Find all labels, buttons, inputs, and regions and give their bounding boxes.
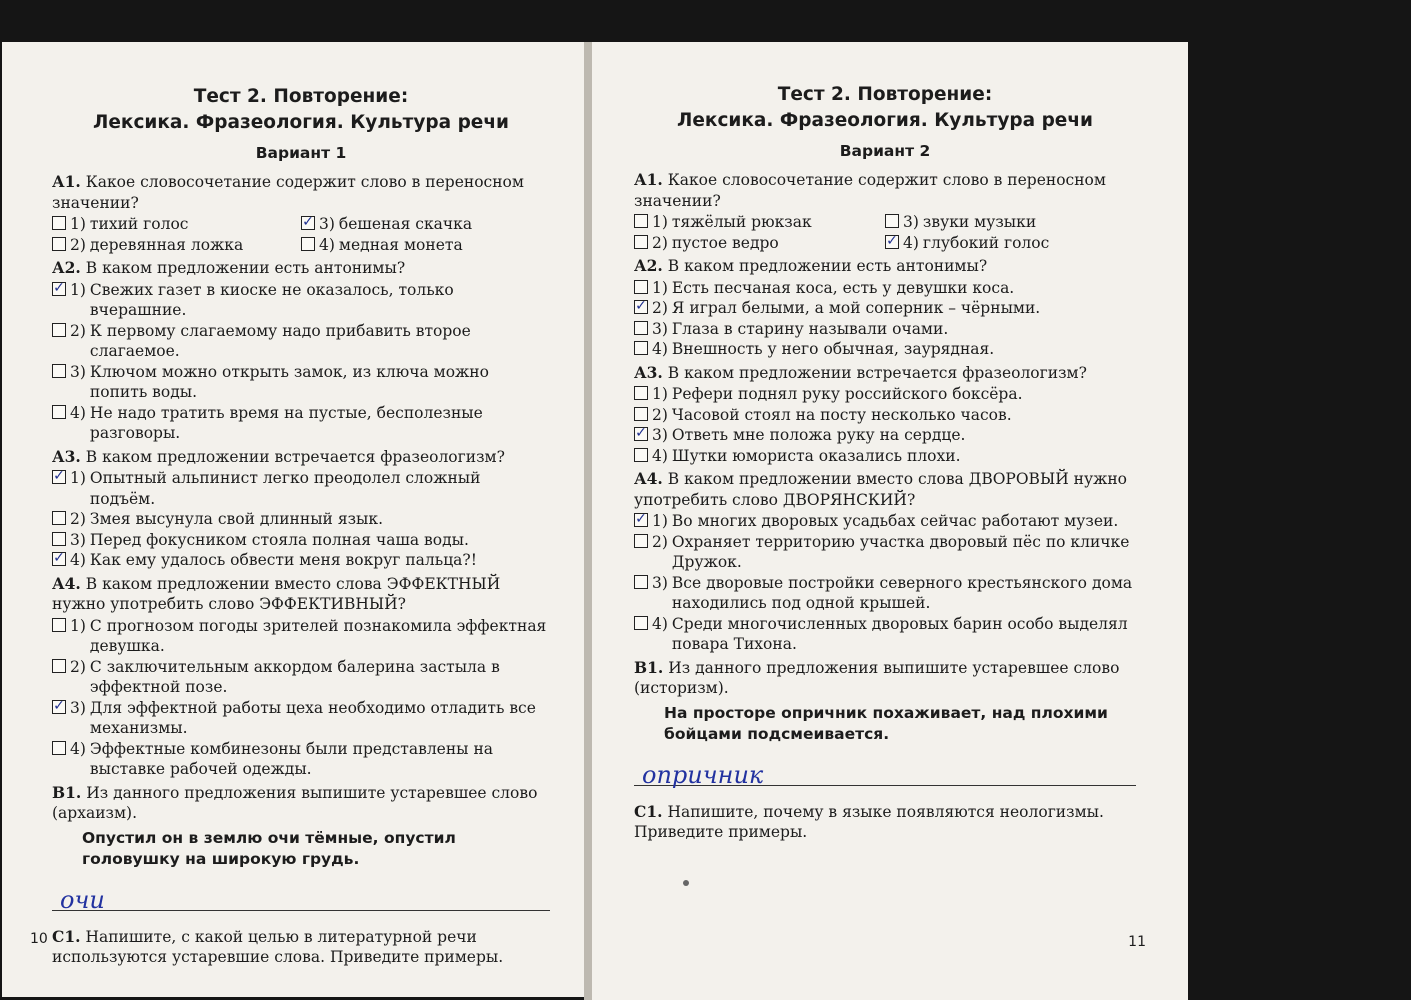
checkbox[interactable] bbox=[52, 659, 66, 673]
option-text: глубокий голос bbox=[922, 233, 1050, 252]
page-number: 11 bbox=[1128, 934, 1146, 950]
checkbox[interactable] bbox=[634, 386, 648, 400]
answer-option[interactable] bbox=[634, 319, 1136, 340]
answer-option[interactable] bbox=[634, 233, 885, 254]
answer-option[interactable] bbox=[301, 235, 550, 256]
answer-option[interactable] bbox=[634, 212, 885, 233]
option-text: Ответь мне положа руку на сердце. bbox=[671, 426, 966, 444]
question-c1: С1. Напишите, с какой целью в литературной речи используются устаревшие слова. Приведите примеры. bbox=[52, 926, 504, 966]
option-text: Для эффектной работы цеха необходимо отладить все механизмы. bbox=[89, 698, 536, 737]
answer-option[interactable] bbox=[52, 657, 550, 698]
option-number: 2) bbox=[652, 405, 668, 424]
option-text: медная монета bbox=[338, 235, 463, 254]
question-b1: В1. Из данного предложения выпишите устаревшее слово (историзм). bbox=[634, 657, 1120, 697]
option-number: 1) bbox=[652, 213, 668, 231]
question-a3: А3. В каком предложении встречается фразеологизм? bbox=[52, 446, 505, 466]
option-text: Все дворовые постройки северного крестьянского дома находились под одной крышей. bbox=[671, 573, 1133, 612]
answer-option[interactable] bbox=[634, 573, 1136, 614]
variant-label: Вариант 2 bbox=[839, 142, 931, 160]
option-text: пустое ведро bbox=[671, 233, 779, 252]
b1-handwritten-answer: очи bbox=[60, 885, 105, 914]
option-number: 2) bbox=[652, 532, 668, 551]
option-text: Перед фокусником стояла полная чаша воды. bbox=[89, 530, 469, 549]
option-text: Охраняет территорию участка дворовый пёс по кличке Дружок. bbox=[671, 532, 1130, 571]
option-text: Как ему удалось обвести меня вокруг пальца?! bbox=[89, 551, 477, 569]
option-text: Во многих дворовых усадьбах сейчас работают музеи. bbox=[671, 512, 1119, 530]
option-number: 1) bbox=[70, 215, 86, 233]
checkbox[interactable] bbox=[634, 341, 648, 355]
option-number: 1) bbox=[70, 280, 86, 299]
test-title-line2: Лексика. Фразеология. Культура речи bbox=[676, 110, 1094, 131]
option-number: 4) bbox=[70, 739, 86, 758]
answer-option[interactable] bbox=[634, 532, 1136, 573]
book-gutter bbox=[584, 42, 592, 1000]
left-page bbox=[2, 42, 584, 997]
checkbox[interactable] bbox=[52, 237, 66, 251]
answer-option[interactable] bbox=[52, 321, 550, 362]
option-number: 3) bbox=[70, 362, 86, 381]
answer-option[interactable] bbox=[634, 425, 1136, 446]
answer-option[interactable] bbox=[52, 530, 550, 551]
checkbox-checked[interactable] bbox=[52, 470, 66, 484]
option-text: С заключительным аккордом балерина застыла в эффектной позе. bbox=[89, 657, 500, 696]
option-number: 1) bbox=[652, 385, 668, 403]
b1-quote: На просторе опричник похаживает, над плохими бойцами подсмеивается. bbox=[664, 703, 1108, 743]
option-number: 2) bbox=[70, 657, 86, 676]
checkmark-icon: ✓ bbox=[53, 697, 65, 714]
options-a3 bbox=[52, 468, 550, 571]
option-number: 1) bbox=[652, 278, 668, 297]
options-a1 bbox=[634, 212, 1136, 253]
option-text: Глаза в старину называли очами. bbox=[671, 319, 949, 338]
question-a3: А3. В каком предложении встречается фразеологизм? bbox=[634, 362, 1087, 382]
checkmark-icon: ✓ bbox=[53, 279, 65, 296]
option-number: 4) bbox=[70, 551, 86, 569]
checkbox[interactable] bbox=[634, 616, 648, 630]
option-number: 2) bbox=[652, 233, 668, 252]
option-number: 3) bbox=[903, 213, 919, 231]
checkmark-icon: ✓ bbox=[53, 468, 65, 484]
checkmark-icon: ✓ bbox=[635, 511, 647, 527]
answer-option[interactable] bbox=[52, 509, 550, 530]
checkbox[interactable] bbox=[634, 448, 648, 462]
option-number: 4) bbox=[903, 233, 919, 252]
ink-spot bbox=[683, 880, 689, 886]
option-text: С прогнозом погоды зрителей познакомила эффектная девушка. bbox=[89, 616, 547, 655]
checkbox[interactable] bbox=[52, 741, 66, 755]
test-title-line1: Тест 2. Повторение: bbox=[777, 84, 993, 105]
b1-answer-field[interactable] bbox=[634, 751, 1136, 789]
option-text: Есть песчаная коса, есть у девушки коса. bbox=[671, 278, 1015, 297]
answer-option[interactable] bbox=[52, 362, 550, 403]
options-a4 bbox=[634, 511, 1136, 655]
option-text: Змея высунула свой длинный язык. bbox=[89, 510, 383, 528]
answer-option[interactable] bbox=[885, 212, 1136, 233]
checkbox-checked[interactable] bbox=[885, 232, 899, 249]
checkbox-checked[interactable] bbox=[634, 513, 648, 527]
answer-option[interactable] bbox=[52, 739, 550, 780]
options-a4 bbox=[52, 616, 550, 780]
checkbox-checked[interactable] bbox=[52, 552, 66, 566]
checkmark-icon: ✓ bbox=[635, 425, 647, 441]
option-text: бешеная скачка bbox=[338, 215, 473, 233]
option-text: деревянная ложка bbox=[89, 235, 244, 254]
question-a1: А1. Какое словосочетание содержит слово в переносном значении? bbox=[634, 170, 1106, 210]
option-text: Не надо тратить время на пустые, бесполезные разговоры. bbox=[89, 403, 483, 442]
checkbox[interactable] bbox=[634, 575, 648, 589]
checkmark-icon: ✓ bbox=[302, 214, 314, 230]
options-a1 bbox=[52, 214, 550, 255]
question-a4: А4. В каком предложении вместо слова ДВОРОВЫЙ нужно употребить слово ДВОРЯНСКИЙ? bbox=[634, 469, 1128, 509]
option-number: 2) bbox=[70, 235, 86, 254]
checkbox[interactable] bbox=[634, 407, 648, 421]
variant-label: Вариант 1 bbox=[255, 144, 347, 162]
option-text: тихий голос bbox=[89, 215, 189, 233]
checkmark-icon: ✓ bbox=[886, 232, 898, 249]
checkbox[interactable] bbox=[52, 364, 66, 378]
checkbox[interactable] bbox=[52, 532, 66, 546]
options-a2 bbox=[52, 280, 550, 444]
option-text: Я играл белыми, а мой соперник – чёрными. bbox=[671, 299, 1041, 317]
option-number: 3) bbox=[652, 573, 668, 592]
option-number: 3) bbox=[652, 426, 668, 444]
question-c1: С1. Напишите, почему в языке появляются неологизмы. Приведите примеры. bbox=[634, 801, 1104, 841]
checkbox-checked[interactable] bbox=[634, 427, 648, 441]
answer-option[interactable] bbox=[52, 698, 550, 739]
option-text: Рефери поднял руку российского боксёра. bbox=[671, 385, 1023, 403]
checkbox[interactable] bbox=[52, 216, 66, 230]
option-number: 3) bbox=[319, 215, 335, 233]
checkbox[interactable] bbox=[634, 235, 648, 249]
b1-quote: Опустил он в землю очи тёмные, опустил головушку на широкую грудь. bbox=[82, 828, 456, 868]
answer-option[interactable] bbox=[634, 446, 1136, 467]
checkbox-checked[interactable] bbox=[52, 279, 66, 296]
option-text: Опытный альпинист легко преодолел сложный подъём. bbox=[89, 469, 481, 508]
answer-option[interactable] bbox=[52, 403, 550, 444]
checkbox-checked[interactable] bbox=[301, 216, 315, 230]
question-a4: А4. В каком предложении вместо слова ЭФФЕКТНЫЙ нужно употребить слово ЭФФЕКТИВНЫЙ? bbox=[52, 573, 501, 613]
answer-option[interactable] bbox=[52, 550, 550, 571]
answer-option[interactable] bbox=[52, 616, 550, 657]
options-a2 bbox=[634, 278, 1136, 360]
test-title-line1: Тест 2. Повторение: bbox=[193, 86, 409, 107]
option-number: 4) bbox=[652, 446, 668, 465]
b1-handwritten-answer: опричник bbox=[642, 760, 764, 789]
answer-option[interactable] bbox=[634, 614, 1136, 655]
option-number: 1) bbox=[652, 512, 668, 530]
checkbox-checked[interactable] bbox=[52, 697, 66, 714]
checkbox[interactable] bbox=[634, 280, 648, 294]
option-number: 3) bbox=[70, 698, 86, 717]
answer-option[interactable] bbox=[301, 214, 550, 235]
checkbox-checked[interactable] bbox=[634, 300, 648, 314]
option-text: К первому слагаемому надо прибавить второе слагаемое. bbox=[89, 321, 471, 360]
checkmark-icon: ✓ bbox=[635, 298, 647, 314]
answer-option[interactable] bbox=[634, 298, 1136, 319]
answer-option[interactable] bbox=[885, 233, 1136, 254]
answer-option[interactable] bbox=[634, 339, 1136, 360]
question-a1: А1. Какое словосочетание содержит слово в переносном значении? bbox=[52, 172, 524, 212]
option-text: Эффектные комбинезоны были представлены на выставке рабочей одежды. bbox=[89, 739, 494, 778]
checkbox[interactable] bbox=[634, 214, 648, 228]
page-number: 10 bbox=[30, 931, 48, 947]
option-text: Часовой стоял на посту несколько часов. bbox=[671, 405, 1012, 424]
option-number: 4) bbox=[70, 403, 86, 422]
question-a2: А2. В каком предложении есть антонимы? bbox=[634, 256, 988, 275]
answer-option[interactable] bbox=[52, 280, 550, 321]
checkbox[interactable] bbox=[634, 534, 648, 548]
option-number: 2) bbox=[70, 510, 86, 528]
answer-option[interactable] bbox=[52, 235, 301, 256]
options-a3 bbox=[634, 384, 1136, 466]
checkbox[interactable] bbox=[301, 237, 315, 251]
option-number: 1) bbox=[70, 616, 86, 635]
option-text: звуки музыки bbox=[922, 213, 1037, 231]
checkmark-icon: ✓ bbox=[53, 550, 65, 566]
option-number: 4) bbox=[652, 614, 668, 633]
checkbox[interactable] bbox=[52, 323, 66, 337]
option-text: тяжёлый рюкзак bbox=[671, 213, 812, 231]
option-text: Внешность у него обычная, заурядная. bbox=[671, 340, 995, 358]
option-text: Среди многочисленных дворовых барин особо выделял повара Тихона. bbox=[671, 614, 1128, 653]
checkbox[interactable] bbox=[52, 405, 66, 419]
option-number: 3) bbox=[70, 530, 86, 549]
option-number: 2) bbox=[652, 299, 668, 317]
answer-option[interactable] bbox=[634, 278, 1136, 299]
option-text: Шутки юмориста оказались плохи. bbox=[671, 446, 961, 465]
option-number: 2) bbox=[70, 321, 86, 340]
answer-option[interactable] bbox=[634, 384, 1136, 405]
option-number: 3) bbox=[652, 319, 668, 338]
right-page bbox=[592, 42, 1188, 1000]
option-number: 4) bbox=[319, 235, 335, 254]
answer-option[interactable] bbox=[52, 214, 301, 235]
option-number: 4) bbox=[652, 340, 668, 358]
answer-option[interactable] bbox=[634, 511, 1136, 532]
b1-answer-field[interactable] bbox=[52, 876, 550, 914]
checkbox[interactable] bbox=[634, 321, 648, 335]
option-text: Свежих газет в киоске не оказалось, только вчерашние. bbox=[89, 280, 454, 319]
checkbox[interactable] bbox=[52, 618, 66, 632]
test-title-line2: Лексика. Фразеология. Культура речи bbox=[92, 112, 510, 133]
option-number: 1) bbox=[70, 469, 86, 487]
checkbox[interactable] bbox=[52, 511, 66, 525]
question-a2: А2. В каком предложении есть антонимы? bbox=[52, 258, 406, 277]
option-text: Ключом можно открыть замок, из ключа можно попить воды. bbox=[89, 362, 489, 401]
checkbox[interactable] bbox=[885, 214, 899, 228]
question-b1: В1. Из данного предложения выпишите устаревшее слово (архаизм). bbox=[52, 782, 538, 822]
answer-option[interactable] bbox=[634, 405, 1136, 426]
answer-option[interactable] bbox=[52, 468, 550, 509]
